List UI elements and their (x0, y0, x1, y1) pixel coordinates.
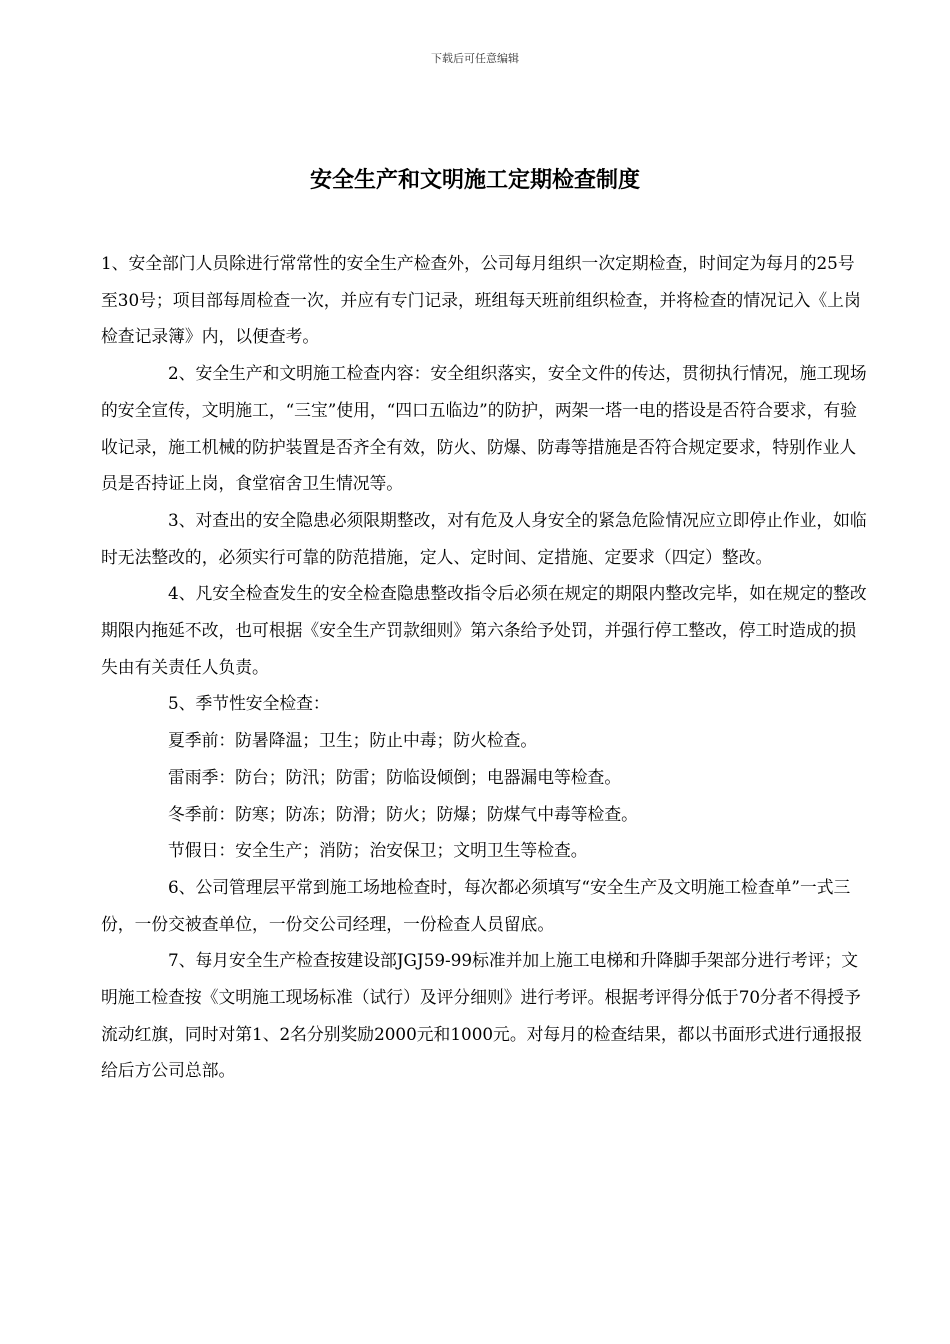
season-holiday: 节假日：安全生产；消防；治安保卫；文明卫生等检查。 (168, 840, 588, 861)
season-summer: 夏季前：防暑降温；卫生；防止中毒；防火检查。 (168, 730, 538, 751)
document-title: 安全生产和文明施工定期检查制度 (309, 167, 640, 193)
header-note: 下载后可任意编辑 (431, 52, 519, 65)
document-body (101, 245, 869, 1089)
season-rainy: 雷雨季：防台；防汛；防雷；防临设倾倒；电器漏电等检查。 (168, 766, 622, 787)
paragraph-3: 3、对查出的安全隐患必须限期整改，对有危及人身安全的紧急危险情况应立即停止作业，如临时无法整改的，必须实行可靠的防范措施，定人、定时间、定措施、定要求（四定）整改。 (101, 509, 867, 567)
season-winter: 冬季前：防寒；防冻；防滑；防火；防爆；防煤气中毒等检查。 (168, 803, 638, 824)
paragraph-6: 6、公司管理层平常到施工场地检查时，每次都必须填写“安全生产及文明施工检查单”一式三份，一份交被查单位，一份交公司经理，一份检查人员留底。 (101, 876, 851, 934)
paragraph-4: 4、凡安全检查发生的安全检查隐患整改指令后必须在规定的期限内整改完毕，如在规定的整改期限内拖延不改，也可根据《安全生产罚款细则》第六条给予处罚，并强行停工整改，停工时造成的损失由有关责任人负责。 (101, 583, 867, 677)
paragraph-5: 5、季节性安全检查： (168, 693, 330, 714)
paragraph-2: 2、安全生产和文明施工检查内容：安全组织落实，安全文件的传达，贯彻执行情况，施工现场的安全宣传，文明施工，“三宝”使用，“四口五临边”的防护，两架一塔一电的搭设是否符合要求，有验收记录，施工机械的防护装置是否齐全有效，防火、防爆、防毒等措施是否符合规定要求，特别作业人员是否持证上岗，食堂宿舍卫生情况等。 (101, 363, 867, 494)
paragraph-1: 1、安全部门人员除进行常常性的安全生产检查外，公司每月组织一次定期检查，时间定为每月的25号至30号；项目部每周检查一次，并应有专门记录，班组每天班前组织检查，并将检查的情况记入《上岗检查记录簿》内，以便查考。 (101, 253, 861, 347)
paragraph-7: 7、每月安全生产检查按建设部JGJ59-99标准并加上施工电梯和升降脚手架部分进行考评；文明施工检查按《文明施工现场标准（试行）及评分细则》进行考评。根据考评得分低于70分者不得授予流动红旗，同时对第1、2名分别奖励2000元和1000元。对每月的检查结果，都以书面形式进行通报报给后方公司总部。 (101, 950, 863, 1081)
